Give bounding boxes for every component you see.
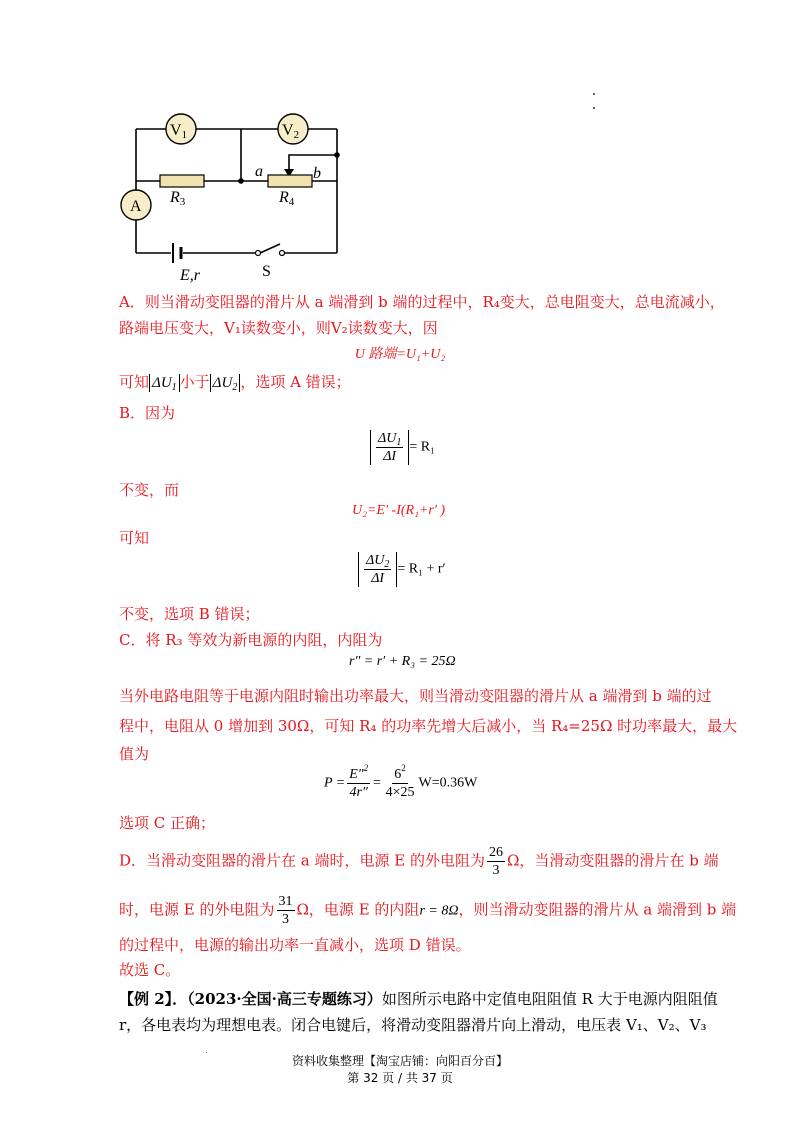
footer-source: 资料收集整理【淘宝店铺：向阳百分百】 (291, 1054, 508, 1068)
option-d-line2-formula: r = 8Ω (419, 903, 459, 919)
r3-label: R3 (170, 189, 186, 208)
option-a-line3-post: ，选项 A 错误； (240, 373, 351, 391)
option-c-line4: 值为 (119, 745, 150, 763)
fraction-26-3 (487, 844, 505, 879)
option-b-line3: 可知 (119, 529, 150, 547)
option-b-formula1-rhs: = R₁ (409, 439, 435, 455)
fraction-31-3 (277, 893, 295, 928)
option-a-line3 (119, 372, 351, 392)
option-a-line2: 路端电压变大，V₁读数变小，则V₂读数变大，因 (119, 319, 438, 337)
v1-meter-label: V1 (170, 122, 188, 141)
option-a-line3-pre: 可知 (119, 373, 150, 391)
switch-label: S (262, 263, 271, 280)
option-d-line3: 的过程中，电源的输出功率一直减小，选项 D 错误。 (119, 936, 471, 954)
frac2-num: 31 (278, 894, 293, 909)
option-b-line1: B．因为 (119, 404, 176, 422)
example-tag: 【例 2】．（2023·全国·高三专题练习） (119, 990, 382, 1008)
option-d-line2-post: ，则当滑动变阻器的滑片从 a 端滑到 b 端 (458, 900, 737, 919)
conclusion: 故选 C。 (119, 961, 181, 979)
frac1-den: 3 (492, 863, 500, 878)
option-b-line2: 不变，而 (119, 481, 180, 499)
source-label: E,r (180, 267, 200, 284)
r4-label: R4 (279, 189, 295, 208)
option-c-line3: 程中，电阻从 0 增加到 30Ω，可知 R₄ 的功率先增大后减小，当 R₄=25Ω 时功率最大，最大 (119, 717, 738, 735)
option-c-formula1: r″ = r′ + R₃ = 25Ω (349, 654, 456, 669)
example-line1 (119, 989, 718, 1009)
option-d-line2-mid: Ω，电源 E 的内阻 (296, 900, 420, 919)
option-b-formula2: U₂=E′ -I(R₁+r′ ) (352, 503, 446, 518)
option-c-formula2: P = $\frac{E''^2}{4r''}$ = $\frac{6^2}{4\times 25}$ W=0.36W (324, 763, 478, 800)
option-d-line1-post: Ω，当滑动变阻器的滑片在 b 端 (507, 851, 719, 870)
option-c-line1: C．将 R₃ 等效为新电源的内阻，内阻为 (119, 631, 383, 649)
option-a-line1: A．则当滑动变阻器的滑片从 a 端滑到 b 端的过程中，R₄变大，总电阻变大，总电流减小， (119, 293, 725, 311)
delta-u2-abs: $\Delta U_2$ (210, 374, 241, 392)
example-line1-rest: 如图所示电路中定值电阻阻值 R 大于电源内阻阻值 (381, 990, 718, 1008)
decorative-dot (593, 107, 595, 109)
option-c-formula2-tail: W=0.36W (418, 775, 478, 791)
option-a-formula: U 路端=U₁+U₂ (354, 347, 446, 362)
delta-u1-abs: $\Delta U_1$ (149, 374, 180, 392)
option-d-line1-pre: D．当滑动变阻器的滑片在 a 端时，电源 E 的外电阻为 (119, 851, 485, 870)
option-b-formula3: $\frac{\Delta U_2}{\Delta I}$ = R₁ + r′ (358, 552, 446, 587)
option-c-line2: 当外电路电阻等于电源内阻时输出功率最大，则当滑动变阻器的滑片从 a 端滑到 b 端的过 (119, 687, 712, 705)
page-number: 第 32 页 / 共 37 页 (347, 1071, 453, 1085)
decorative-dot (593, 93, 595, 95)
frac2-den: 3 (282, 912, 289, 927)
v2-meter-label: V2 (282, 122, 300, 141)
option-c-line5: 选项 C 正确； (119, 814, 216, 832)
example-line2: r，各电表均为理想电表。闭合电键后，将滑动变阻器滑片向上滑动，电压表 V₁、V₂、V₃ (119, 1016, 707, 1034)
option-b-formula1: $\frac{\Delta U_1}{\Delta I}$ = R₁ (370, 430, 435, 465)
option-a-line3-mid: 小于 (179, 373, 210, 391)
node-a-label: a (255, 163, 263, 180)
node-b-label: b (313, 165, 321, 182)
ammeter-label: A (130, 198, 142, 215)
frac1-num: 26 (489, 845, 503, 860)
circuit-diagram (110, 110, 370, 285)
option-d-line1 (119, 844, 719, 879)
option-b-line4: 不变，选项 B 错误； (119, 605, 260, 623)
option-d-line2 (119, 893, 736, 928)
option-d-line2-pre: 时，电源 E 的外电阻为 (119, 900, 275, 919)
option-b-formula3-rhs: = R₁ + r′ (397, 561, 446, 577)
